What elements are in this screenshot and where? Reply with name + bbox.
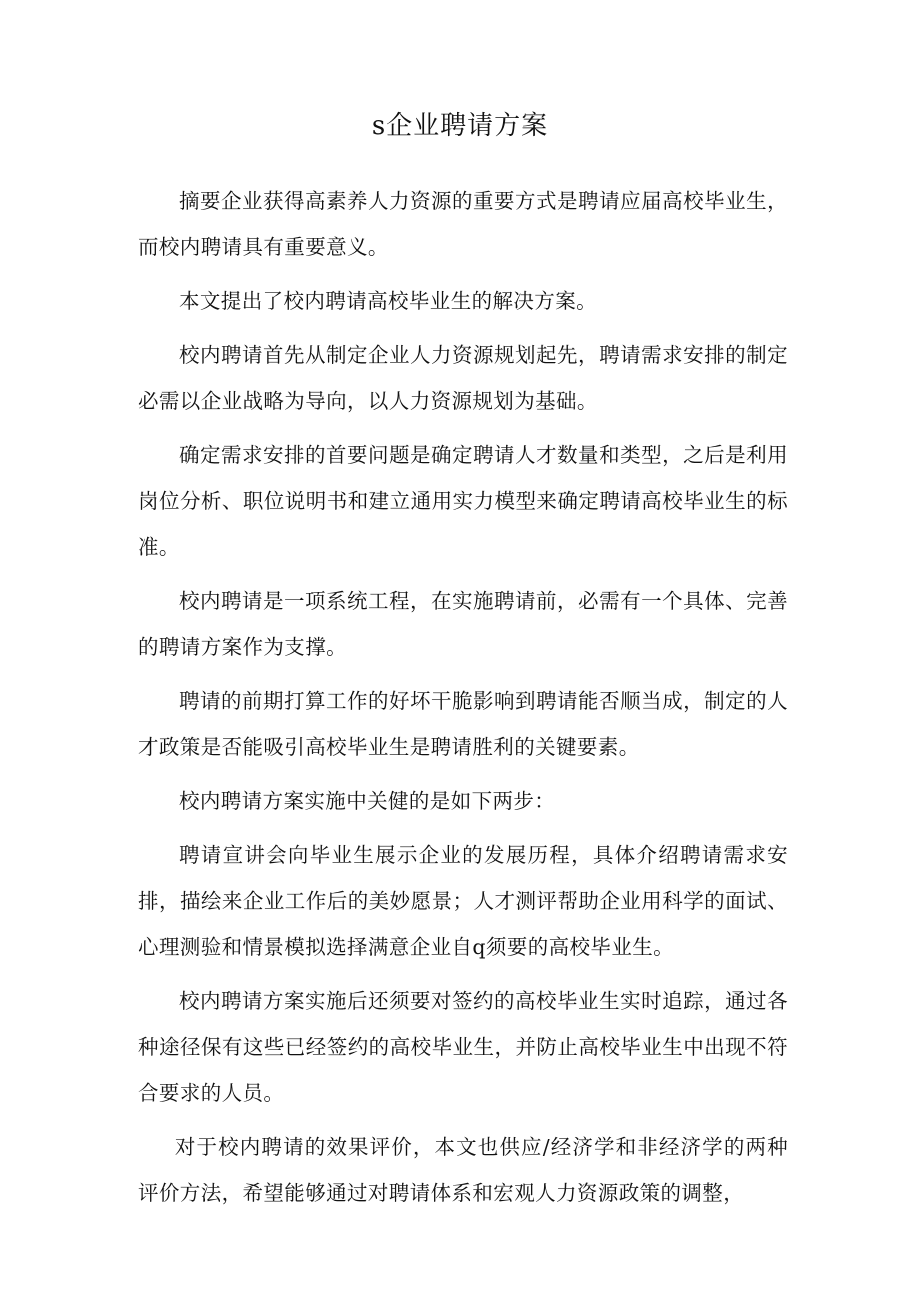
paragraph-presentation: 聘请宣讲会向毕业生展示企业的发展历程，具体介绍聘请需求安排，描绘来企业工作后的美妙愿景；人才测评帮助企业用科学的面试、心理测验和情景模拟选择满意企业自q须要的高校毕业生。 xyxy=(138,843,788,959)
paragraph-preparation: 聘请的前期打算工作的好坏干脆影响到聘请能否顺当成，制定的人才政策是否能吸引高校毕业生是聘请胜利的关键要素。 xyxy=(138,689,788,759)
paragraph-tracking: 校内聘请方案实施后还须要对签约的高校毕业生实时追踪，通过各种途径保有这些已经签约的高校毕业生，并防止高校毕业生中出现不符合要求的人员。 xyxy=(138,989,788,1105)
document-body xyxy=(138,178,788,1224)
document-title: s企业聘请方案 xyxy=(371,111,549,141)
paragraph-solution: 本文提出了校内聘请高校毕业生的解决方案。 xyxy=(179,289,597,313)
paragraph-steps: 校内聘请方案实施中关健的是如下两步： xyxy=(179,789,556,813)
paragraph-demand: 确定需求安排的首要问题是确定聘请人才数量和类型，之后是利用岗位分析、职位说明书和建立通用实力模型来确定聘请高校毕业生的标准。 xyxy=(138,443,788,559)
paragraph-abstract: 摘要企业获得高素养人力资源的重要方式是聘请应届高校毕业生，而校内聘请具有重要意义。 xyxy=(138,189,788,259)
paragraph-planning: 校内聘请首先从制定企业人力资源规划起先，聘请需求安排的制定必需以企业战略为导向，以人力资源规划为基础。 xyxy=(138,343,788,413)
paragraph-evaluation: 对于校内聘请的效果评价，本文也供应/经济学和非经济学的两种评价方法，希望能够通过对聘请体系和宏观人力资源政策的调整， xyxy=(138,1135,788,1205)
paragraph-system: 校内聘请是一项系统工程，在实施聘请前，必需有一个具体、完善的聘请方案作为支撑。 xyxy=(138,589,788,659)
